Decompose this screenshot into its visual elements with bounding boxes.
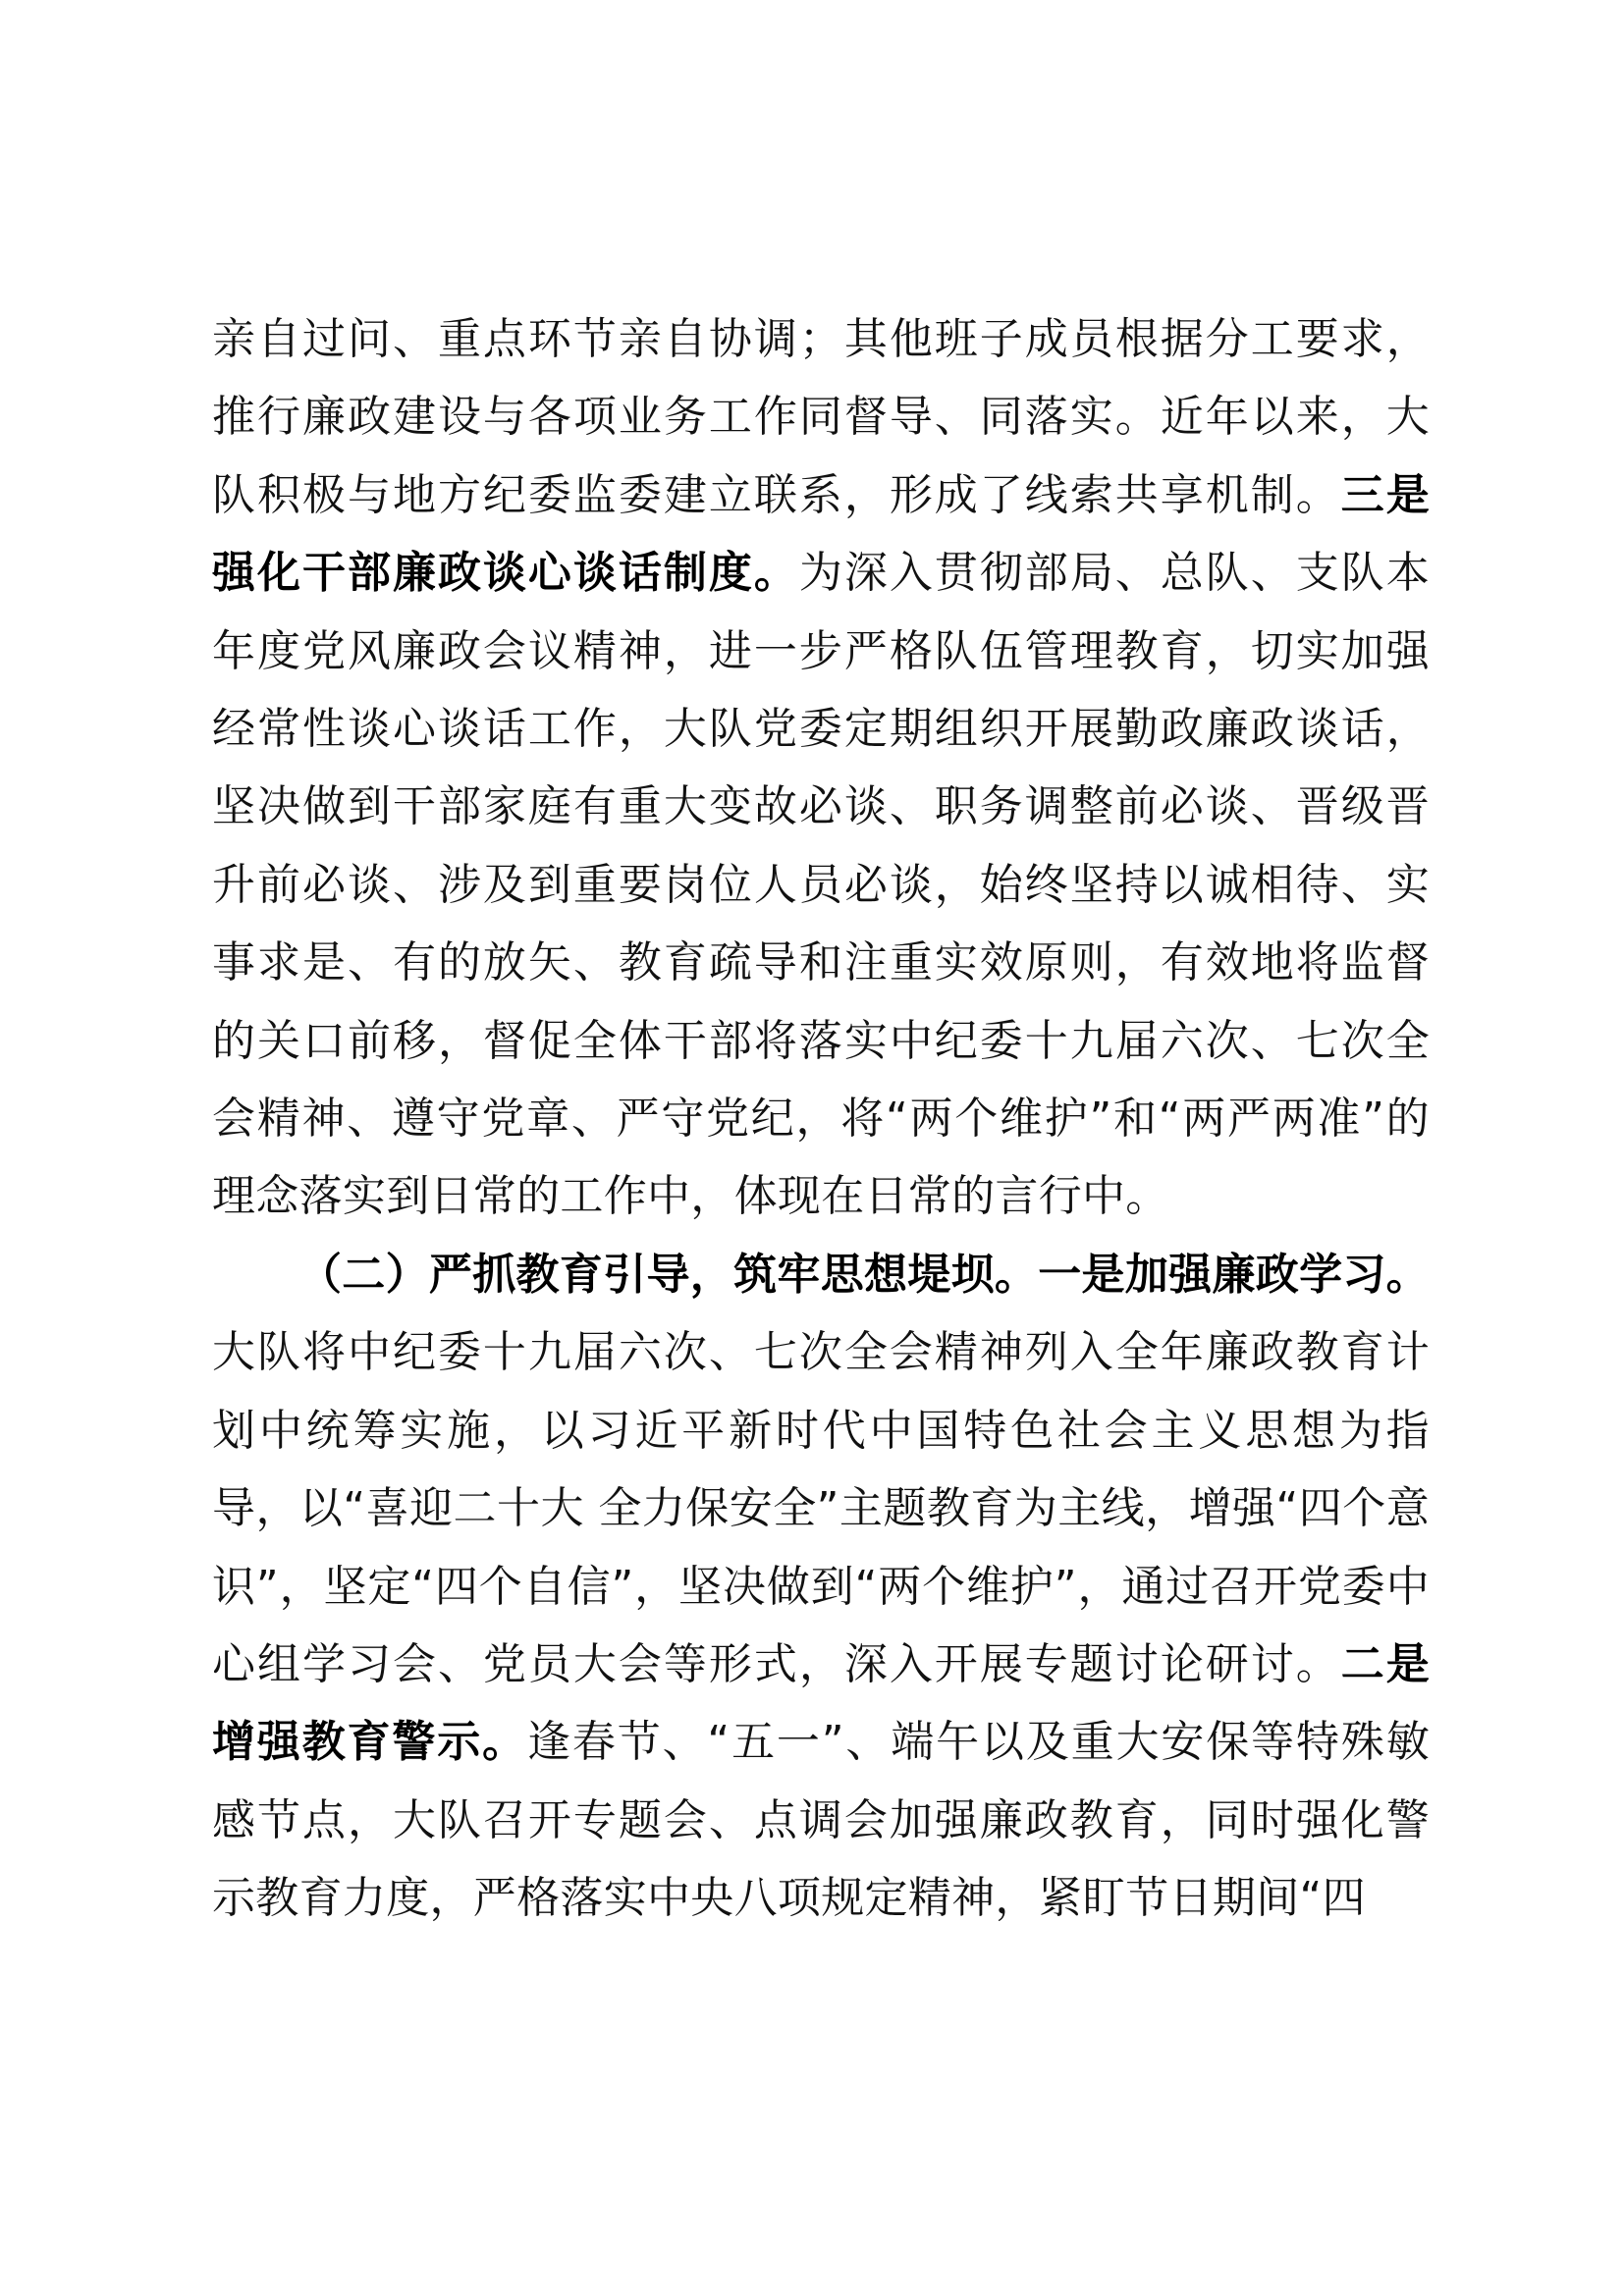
- paragraph-1-text-2: 为深入贯彻部局、总队、支队本年度党风廉政会议精神，进一步严格队伍管理教育，切实加强经常性谈心谈话工作，大队党委定期组织开展勤政廉政谈话，坚决做到干部家庭有重大变故必谈、职务调整前必谈、晋级晋升前必谈、涉及到重要岗位人员必谈，始终坚持以诚相待、实事求是、有的放矢、教育疏导和注重实效原则，有效地将监督的关口前移，督促全体干部将落实中纪委十九届六次、七次全会精神、遵守党章、严守党纪，将“两个维护”和“两严两准”的理念落实到日常的工作中，体现在日常的言行中。: [212, 548, 1431, 1222]
- paragraph-2-text-1: 大队将中纪委十九届六次、七次全会精神列入全年廉政教育计划中统筹实施，以习近平新时代中国特色社会主义思想为指导，以“喜迎二十大 全力保安全”主题教育为主线，增强“四个意识”，坚定“四个自信”，坚决做到“两个维护”，通过召开党委中心组学习会、党员大会等形式，深入开展专题讨论研讨。: [212, 1327, 1430, 1689]
- paragraph-1-heading-3: 三是强化干部廉政谈心谈话制度。: [212, 469, 1430, 599]
- paragraph-1-text-1: 亲自过问、重点环节亲自协调；其他班子成员根据分工要求，推行廉政建设与各项业务工作同督导、同落实。近年以来，大队积极与地方纪委监委建立联系，形成了线索共享机制。: [212, 314, 1430, 520]
- paragraph-2: [212, 1236, 1430, 1938]
- paragraph-2-text-2: 逢春节、“五一”、端午以及重大安保等特殊敏感节点，大队召开专题会、点调会加强廉政教育，同时强化警示教育力度，严格落实中央八项规定精神，紧盯节日期间“四: [212, 1717, 1430, 1924]
- paragraph-2-heading-2: 二是增强教育警示。: [212, 1638, 1430, 1768]
- paragraph-1: [212, 300, 1430, 1236]
- section-heading-2: （二）严抓教育引导，筑牢思想堤坝。一是加强廉政学习。: [298, 1249, 1430, 1300]
- document-body: [212, 300, 1430, 1938]
